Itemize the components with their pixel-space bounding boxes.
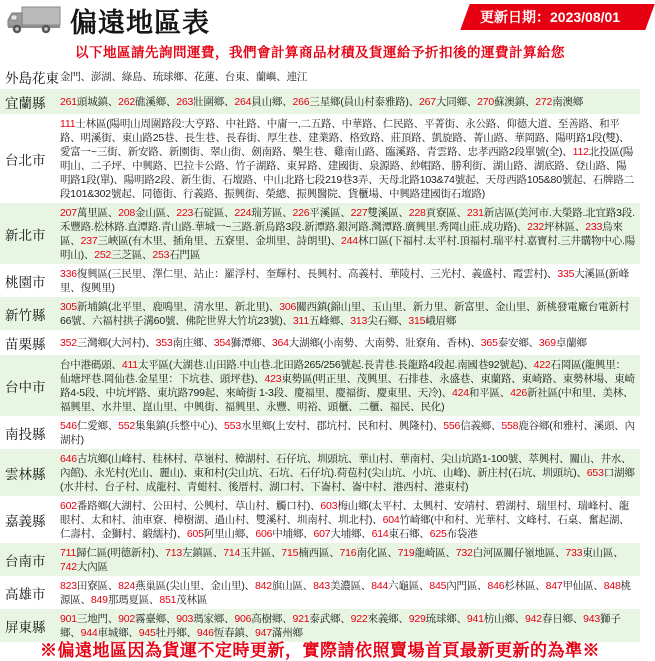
postal-code: 313 — [350, 314, 368, 327]
postal-code: 614 — [371, 527, 389, 540]
table-row — [0, 264, 640, 297]
region-label: 台南市 — [5, 553, 46, 569]
postal-code: 846 — [487, 579, 505, 592]
postal-code: 653 — [586, 466, 604, 479]
region-content: 336復興區(三民里、澤仁里、站止：羅浮村、奎輝村、長興村、高義村、華陵村、三光村、義盛村、霞雲村)、335大溪區(新峰里、復興里) — [60, 267, 630, 294]
update-date-badge — [460, 4, 654, 30]
region-content: 111士林區(陽明山周圍路段:大亨路、中社路、中庸一,二五路、中華路、仁民路、平菁街、永公路、仰德大道、至善路、和平路、明溪街、東山路25巷、長生巷、長春街、厚生巷、建業路、格致路、莊頂路、凱旋路、菁山路、華岡路、陽明路1段(雙)、愛富一~三街、新安路、新園街、翠山街、劍南路、樂生巷、雞南山路、臨溪路、青雲路、忠孝西路2段單號(全)、112北投區(陽明山、二子坪、中興路、巴拉卡公路、竹子湖路、東昇路、建國街、泉源路、紗帽路、勝利街、湖山路、湖底路、登山路、陽明路1段(單)、陽明路2段、新生街、石壇路、中山北路七段219巷3弄、天母北路103&74號起、天母西路105&80號起、石牌路二段101&302號起、同德街、行義路、振興街、榮總、振興醫院、貨櫃場、中興路建國街石壇路) — [60, 117, 634, 200]
postal-code: 228 — [408, 206, 426, 219]
region-label: 桃園市 — [5, 274, 46, 290]
postal-code: 906 — [234, 612, 252, 625]
postal-code: 711 — [60, 546, 77, 559]
postal-code: 305 — [60, 300, 77, 313]
table-row — [0, 543, 640, 576]
region-content: 305新埔鎮(北平里、鹿鳴里、清水里、新北里)、306關西鎮(錦山里、玉山里、新力里、新富里、金山里、新桃發電廠台電新村66號、六福村拱子溝60號、佛陀世界大竹坑23號)、311五峰鄉、313尖石鄉、315峨眉鄉 — [60, 300, 630, 327]
truck-icon — [6, 5, 62, 35]
postal-code: 272 — [535, 95, 553, 108]
postal-code: 232 — [527, 220, 544, 233]
postal-code: 354 — [213, 336, 231, 349]
region-label: 外島花東 — [5, 70, 59, 86]
postal-code: 423 — [264, 372, 282, 385]
postal-code: 844 — [371, 579, 389, 592]
postal-code: 266 — [292, 95, 310, 108]
postal-code: 422 — [533, 358, 551, 371]
region-table — [0, 64, 640, 642]
postal-code: 553 — [224, 419, 241, 432]
region-content: 823田寮區、824燕巢區(尖山里、金山里)、842旗山區、843美濃區、844六龜區、845內門區、846杉林區、847甲仙區、848桃源區、849那瑪夏區、851茂林區 — [60, 579, 631, 606]
postal-code: 842 — [254, 579, 272, 592]
region-label: 高雄市 — [5, 586, 46, 602]
postal-code: 742 — [60, 560, 77, 573]
postal-code: 943 — [583, 612, 601, 625]
table-row — [0, 89, 640, 114]
region-label: 宜蘭縣 — [5, 95, 46, 111]
table-row — [0, 297, 640, 330]
postal-code: 646 — [60, 452, 77, 465]
postal-code: 921 — [292, 612, 310, 625]
table-row — [0, 355, 640, 416]
postal-code: 845 — [429, 579, 447, 592]
postal-code: 336 — [60, 267, 77, 280]
region-content: 台中港碼頭、411太平區(大湖巷.山田路.中山巷.北田路265/256號起.長青巷.長龍路4段起.南國巷92號起)、422石岡區(龍興里：仙塘坪巷.岡仙巷.金星里：下坑巷、頭坪巷)、423東勢區(明正里、茂興里、石排巷、永盛巷、東蘭路、東崎路、東勢林場、東崎路4-5段、中坑坪路、東坑路799起、來崎街 1-3段、慶福里、慶福街、慶東里、天冷)、424和平區、426新社區(中和里、美林、福興里、水井里、崑山里、中興街、福興里、永豐、明裕、頭櫃、二櫃、福民、民化) — [60, 358, 635, 413]
table-row — [0, 114, 640, 203]
table-row — [0, 330, 640, 355]
postal-code: 237 — [80, 234, 98, 247]
region-content: 261頭城鎮、262礁溪鄉、263壯圍鄉、264員山鄉、266三星鄉(員山村泰雅路)、267大同鄉、270蘇澳鎮、272南澳鄉 — [60, 95, 584, 108]
postal-code: 263 — [176, 95, 194, 108]
postal-code: 713 — [165, 546, 183, 559]
postal-code: 262 — [118, 95, 136, 108]
postal-code: 353 — [155, 336, 173, 349]
postal-code: 558 — [501, 419, 519, 432]
postal-code: 901 — [60, 612, 77, 625]
region-content: 352三灣鄉(大河村)、353南庄鄉、354獅潭鄉、364大湖鄉(小南勢、大南勢、壯寮角、香林)、365泰安鄉、369卓蘭鄉 — [60, 336, 587, 349]
postal-code: 112 — [572, 145, 589, 158]
page-title: 偏遠地區表 — [70, 7, 210, 38]
postal-code: 929 — [408, 612, 426, 625]
postal-code: 944 — [80, 626, 98, 639]
postal-code: 733 — [565, 546, 583, 559]
postal-code: 264 — [234, 95, 252, 108]
postal-code: 364 — [271, 336, 289, 349]
postal-code: 208 — [118, 206, 136, 219]
postal-code: 546 — [60, 419, 77, 432]
region-content: 711歸仁區(明德新村)、713左鎮區、714玉井區、715楠西區、716南化區、719龍崎區、732白河區關仔嶺地區、733東山區、742大內區 — [60, 546, 624, 573]
postal-code: 244 — [341, 234, 358, 247]
postal-code: 223 — [176, 206, 194, 219]
postal-code: 941 — [466, 612, 484, 625]
table-row — [0, 576, 640, 609]
postal-code: 945 — [138, 626, 156, 639]
region-content: 546仁愛鄉、552集集鎮(兵整中心)、553水里鄉(上安村、郡坑村、民和村、興隆村)、556信義鄉、558鹿谷鄉(和雅村、溪頭、內湖村) — [60, 419, 635, 446]
footer-disclaimer: ※偏遠地區因為貨運不定時更新，實際請依照賣場首頁最新更新的為準※ — [40, 641, 600, 660]
postal-code: 625 — [429, 527, 447, 540]
region-content: 901三地門、902霧臺鄉、903瑪家鄉、906高樹鄉、921泰武鄉、922來義鄉、929琉球鄉、941枋山鄉、942春日鄉、943獅子鄉、944車城鄉、945牡丹鄉、946恆春鎮、947滿州鄉 — [60, 612, 621, 639]
postal-code: 424 — [451, 386, 469, 399]
postal-code: 224 — [234, 206, 252, 219]
postal-code: 715 — [281, 546, 299, 559]
region-label: 苗栗縣 — [5, 336, 46, 352]
postal-code: 714 — [223, 546, 241, 559]
table-row — [0, 203, 640, 264]
postal-code: 335 — [557, 267, 575, 280]
postal-code: 270 — [477, 95, 495, 108]
region-label: 嘉義縣 — [5, 513, 46, 529]
postal-code: 946 — [196, 626, 214, 639]
region-label: 新北市 — [5, 227, 46, 243]
table-row — [0, 416, 640, 449]
postal-code: 947 — [254, 626, 272, 639]
region-content: 金門、澎湖、綠島、琉球鄉、花蓮、台東、蘭嶼、連江 — [60, 70, 308, 83]
postal-code: 227 — [350, 206, 368, 219]
postal-code: 261 — [60, 95, 77, 108]
postal-code: 849 — [90, 593, 108, 606]
postal-code: 604 — [382, 513, 400, 526]
postal-code: 426 — [510, 386, 528, 399]
postal-code: 903 — [176, 612, 194, 625]
table-row — [0, 64, 640, 89]
postal-code: 111 — [60, 117, 76, 130]
postal-code: 253 — [152, 248, 170, 261]
region-label: 南投縣 — [5, 426, 46, 442]
postal-code: 315 — [408, 314, 426, 327]
postal-code: 824 — [118, 579, 136, 592]
postal-code: 823 — [60, 579, 77, 592]
postal-code: 233 — [585, 220, 603, 233]
region-label: 台中市 — [5, 379, 46, 395]
postal-code: 605 — [186, 527, 204, 540]
postal-code: 716 — [339, 546, 357, 559]
postal-code: 207 — [60, 206, 77, 219]
postal-code: 942 — [525, 612, 542, 625]
postal-code: 306 — [279, 300, 297, 313]
page-header — [0, 0, 640, 40]
table-row — [0, 449, 640, 496]
region-label: 台北市 — [5, 152, 46, 168]
update-date-text: 更新日期：2023/08/01 — [480, 9, 621, 25]
postal-code: 607 — [313, 527, 331, 540]
postal-code: 556 — [443, 419, 461, 432]
postal-code: 411 — [121, 358, 138, 371]
postal-code: 311 — [292, 314, 309, 327]
region-content: 207萬里區、208金山區、223石碇區、224瑞芳區、226平溪區、227雙溪區、228貢寮區、231新店區(美河市.大榮路.北宜路3段.禾豐路.松林路.直潭路.青山路.華城一~三路.新烏路3段.新潭路.銀河路.灣潭路.廣興里.秀岡山莊.成功路)、232坪林區、233烏來區、237三峽區(有木里、插角里、五寮里、金圳里、詩朗里)、244林口區(下福村.太平村.頂福村.瑞平村.嘉寶村.三井購物中心.陽明山)、252三芝區、253石門區 — [60, 206, 636, 261]
postal-code: 602 — [60, 499, 77, 512]
postal-code: 231 — [466, 206, 484, 219]
postal-code: 732 — [455, 546, 473, 559]
postal-code: 352 — [60, 336, 77, 349]
region-label: 屏東縣 — [5, 619, 46, 635]
region-content: 602番路鄉(大湖村、公田村、公興村、草山村、觸口村)、603梅山鄉(太平村、太興村、安靖村、碧湖村、瑞里村、瑞峰村、龍眼村、太和村、油車寮、樟樹湖、過山村、雙溪村、圳南村、圳北村)、604竹崎鄉(中和村、光華村、文峰村、石桌、奮起湖、仁壽村、金獅村、緞繻村)、605阿里山鄉、606中埔鄉、607大埔鄉、614東石鄉、625布袋港 — [60, 499, 630, 540]
shipping-notice: 以下地區請先詢問運費，我們會計算商品材積及貨運給予折扣後的運費計算給您 — [75, 45, 565, 60]
table-row — [0, 496, 640, 543]
postal-code: 848 — [603, 579, 621, 592]
postal-code: 902 — [118, 612, 136, 625]
postal-code: 603 — [320, 499, 338, 512]
postal-code: 851 — [159, 593, 177, 606]
postal-code: 843 — [313, 579, 330, 592]
postal-code: 369 — [538, 336, 556, 349]
region-label: 雲林縣 — [5, 466, 46, 482]
postal-code: 719 — [397, 546, 415, 559]
postal-code: 847 — [545, 579, 563, 592]
postal-code: 606 — [255, 527, 273, 540]
postal-code: 226 — [292, 206, 310, 219]
postal-code: 365 — [480, 336, 498, 349]
postal-code: 252 — [94, 248, 112, 261]
table-row — [0, 609, 640, 642]
postal-code: 922 — [350, 612, 368, 625]
postal-code: 267 — [419, 95, 436, 108]
region-content: 646古坑鄉(山峰村、桂林村、草嶺村、樟湖村、石仔坑、圳頭坑、華山村、華南村、尖山坑路1-100號、萃興村、關山、井水、內館)、永光村(光山、麗山)、東和村(尖山坑、石坑、石仔坑).荷苞村(尖山坑、小坑、山峰)、新庄村(石坑、圳頭坑)、653口湖鄉(水井村、台子村、成龍村、青蚶村、後厝村、湖口村、下崙村、崙中村、港西村、港東村) — [60, 452, 635, 493]
region-label: 新竹縣 — [5, 307, 46, 323]
postal-code: 552 — [118, 419, 136, 432]
